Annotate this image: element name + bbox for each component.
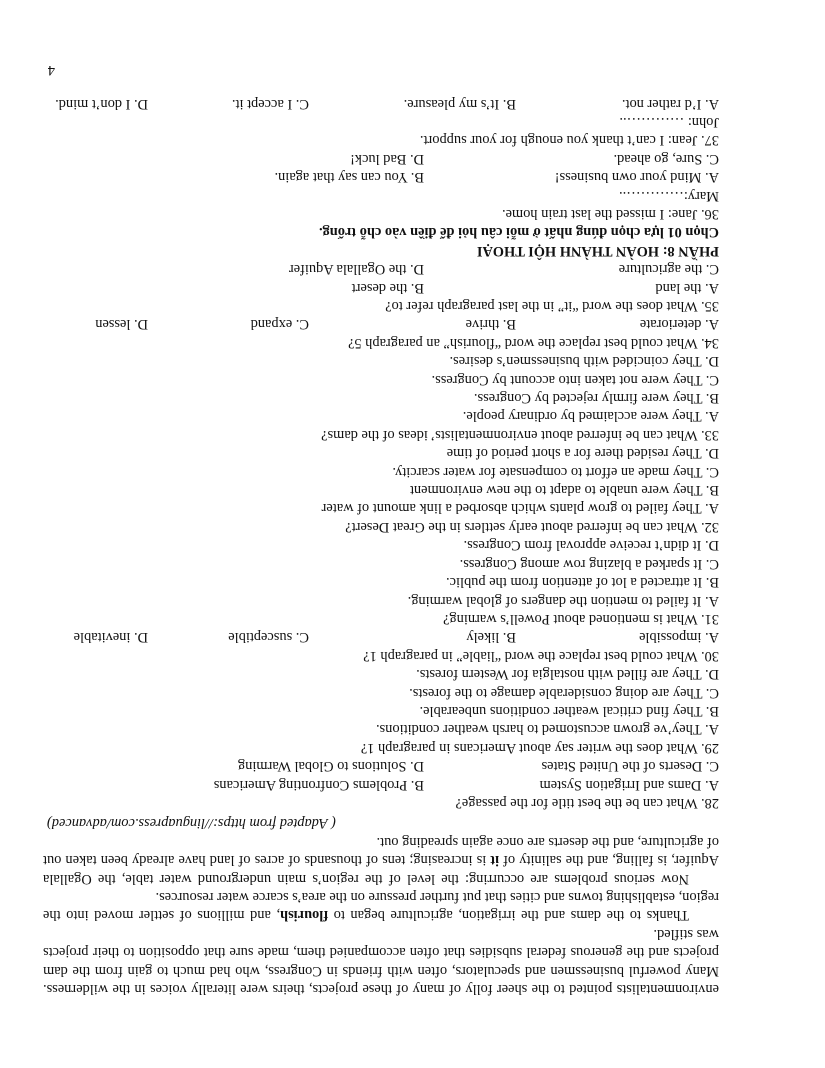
question-28 [43, 757, 719, 812]
option-d[interactable]: D. They are filled with nostalgia for Western forests. [416, 666, 719, 683]
options-row [43, 260, 719, 278]
source-citation: ( Adapted from https://linguapress.com/advanced) [47, 815, 336, 832]
option-d[interactable]: D. Solutions to Global Warming [237, 758, 424, 775]
options-row [43, 278, 719, 296]
question-31 [43, 536, 719, 628]
question-29 [43, 665, 719, 757]
question-prompt: 29. What does the writer say about Americans in paragraph 1? [360, 739, 719, 756]
option-b[interactable]: B. likely [466, 629, 516, 646]
option-d[interactable]: D. the Ogallala Aquifer [288, 261, 424, 278]
option-c[interactable]: C. Sure, go ahead. [613, 150, 719, 167]
question-30 [43, 628, 719, 665]
passage-paragraph: Now serious problems are occurring: the level of the region’s main underground water table, the Ogallala Aquifer, is falling, and the salinity of it is increasing; tens of thousands of acres of land have already been taken out of agriculture, and the deserts are once again spreading out. [43, 833, 719, 887]
question-32 [43, 444, 719, 536]
question-prompt: 28. What can be the best title for the passage? [455, 794, 719, 811]
question-prompt: 30. What could best replace the word “liable” in paragraph 1? [363, 647, 719, 664]
question-list [43, 260, 719, 812]
options-row [43, 315, 719, 333]
passage-paragraph: environmentalists pointed to the sheer folly of many of these projects, theirs were literally voices in the wilderness. Many powerful businessmen and speculators, often with friends in Congress, who had much to gain from the dam projects and the generous federal subsidies that often accompanied them, made sure that opposition to their projects was stifled. [43, 925, 719, 997]
option-c[interactable]: C. I accept it. [231, 95, 309, 112]
reading-passage [43, 832, 719, 998]
question-prompt: 34. What could best replace the word “flourish” an paragraph 5? [348, 334, 719, 351]
options-row [43, 628, 719, 646]
option-d[interactable]: D. They coincided with businessmen’s desires. [449, 353, 719, 370]
option-d[interactable]: D. inevitable [73, 629, 148, 646]
option-d[interactable]: D. Bad luck! [350, 150, 424, 167]
question-37-reply: John: ………….. [619, 114, 719, 131]
question-36-reply: Mary:………….. [619, 187, 719, 204]
option-a[interactable]: A. Dams and Irrigation System [539, 776, 719, 793]
option-c[interactable]: C. They are doing considerable damage to the forests. [409, 684, 719, 701]
option-a[interactable]: A. It failed to mention the dangers of global warming. [407, 592, 719, 609]
option-a[interactable]: A. I’d rather not. [621, 95, 719, 112]
options-row [43, 757, 719, 775]
question-37-prompt: 37. Jean: I can’t thank you enough for your support. [419, 132, 719, 149]
part-8-title: PHẦN 8: HOÀN THÀNH HỘI THOẠI [476, 242, 719, 259]
question-prompt: 33. What can be inferred about environmentalists’ ideas of the dams? [321, 426, 719, 443]
keyword: it [490, 852, 500, 869]
option-b[interactable]: B. They find critical weather conditions unbearable. [419, 702, 719, 719]
option-c[interactable]: C. Deserts of the United States [541, 758, 719, 775]
option-c[interactable]: C. They made an effort to compensate for water scarcity. [392, 463, 719, 480]
question-36-prompt: 36. Jane: I missed the last train home. [501, 206, 719, 223]
option-b[interactable]: B. thrive [465, 316, 516, 333]
option-b[interactable]: B. It’s my pleasure. [403, 95, 516, 112]
option-c[interactable]: C. It sparked a blazing row among Congress. [459, 555, 719, 572]
question-37 [43, 94, 719, 149]
option-a[interactable]: A. impossible [639, 629, 719, 646]
option-a[interactable]: A. They were acclaimed by ordinary people. [462, 408, 719, 425]
option-b[interactable]: B. Problems Confronting Americans [213, 776, 424, 793]
option-c[interactable]: C. They were not taken into account by Congress. [431, 371, 719, 388]
option-d[interactable]: D. It didn’t receive approval from Congress. [463, 537, 719, 554]
page-number: 4 [47, 62, 55, 78]
keyword: flourish [280, 907, 329, 924]
option-a[interactable]: A. Mind your own business! [554, 169, 719, 186]
option-b[interactable]: B. They were firmly rejected by Congress. [473, 390, 719, 407]
question-36-options-ab [43, 168, 719, 186]
question-33 [43, 352, 719, 444]
question-36-options-cd [43, 149, 719, 167]
option-b[interactable]: B. the desert [351, 279, 424, 296]
question-prompt: 32. What can be inferred about early settlers in the Great Desert? [345, 518, 719, 535]
options-row [43, 775, 719, 793]
option-d[interactable]: D. I don’t mind. [55, 95, 148, 112]
option-b[interactable]: B. It attracted a lot of attention from the public. [446, 574, 719, 591]
option-b[interactable]: B. They were unable to adapt to the new environment [409, 482, 719, 499]
question-37-options [43, 94, 719, 112]
question-34 [43, 315, 719, 352]
page-content [43, 94, 719, 998]
question-35 [43, 260, 719, 315]
option-b[interactable]: B. You can say that again. [274, 169, 424, 186]
question-prompt: 31. What is mentioned about Powell’s warning? [443, 610, 719, 627]
option-a[interactable]: A. the land [655, 279, 719, 296]
question-36 [43, 149, 719, 223]
option-a[interactable]: A. They’ve grown accustomed to harsh weather conditions. [375, 721, 719, 738]
passage-paragraph: Thanks to the dams and the irrigation, agriculture began to flourish, and millions of settler moved into the region, establishing towns and cities that put further pressure on the area’s scarce water resources. [43, 888, 719, 924]
option-a[interactable]: A. They failed to grow plants which absorbed a link amount of water [321, 500, 719, 517]
option-d[interactable]: D. lessen [95, 316, 148, 333]
option-c[interactable]: C. susceptible [228, 629, 309, 646]
option-c[interactable]: C. the agriculture [618, 261, 719, 278]
part-8-instruction: Chọn 01 lựa chọn đúng nhất ở mỗi câu hỏi để điền vào chỗ trống. [318, 224, 719, 241]
option-d[interactable]: D. They resided there for a short period of time [446, 445, 719, 462]
question-prompt: 35. What does the word “it” in the last paragraph refer to? [385, 298, 719, 315]
option-c[interactable]: C. expand [250, 316, 309, 333]
option-a[interactable]: A. deteriorate [639, 316, 719, 333]
